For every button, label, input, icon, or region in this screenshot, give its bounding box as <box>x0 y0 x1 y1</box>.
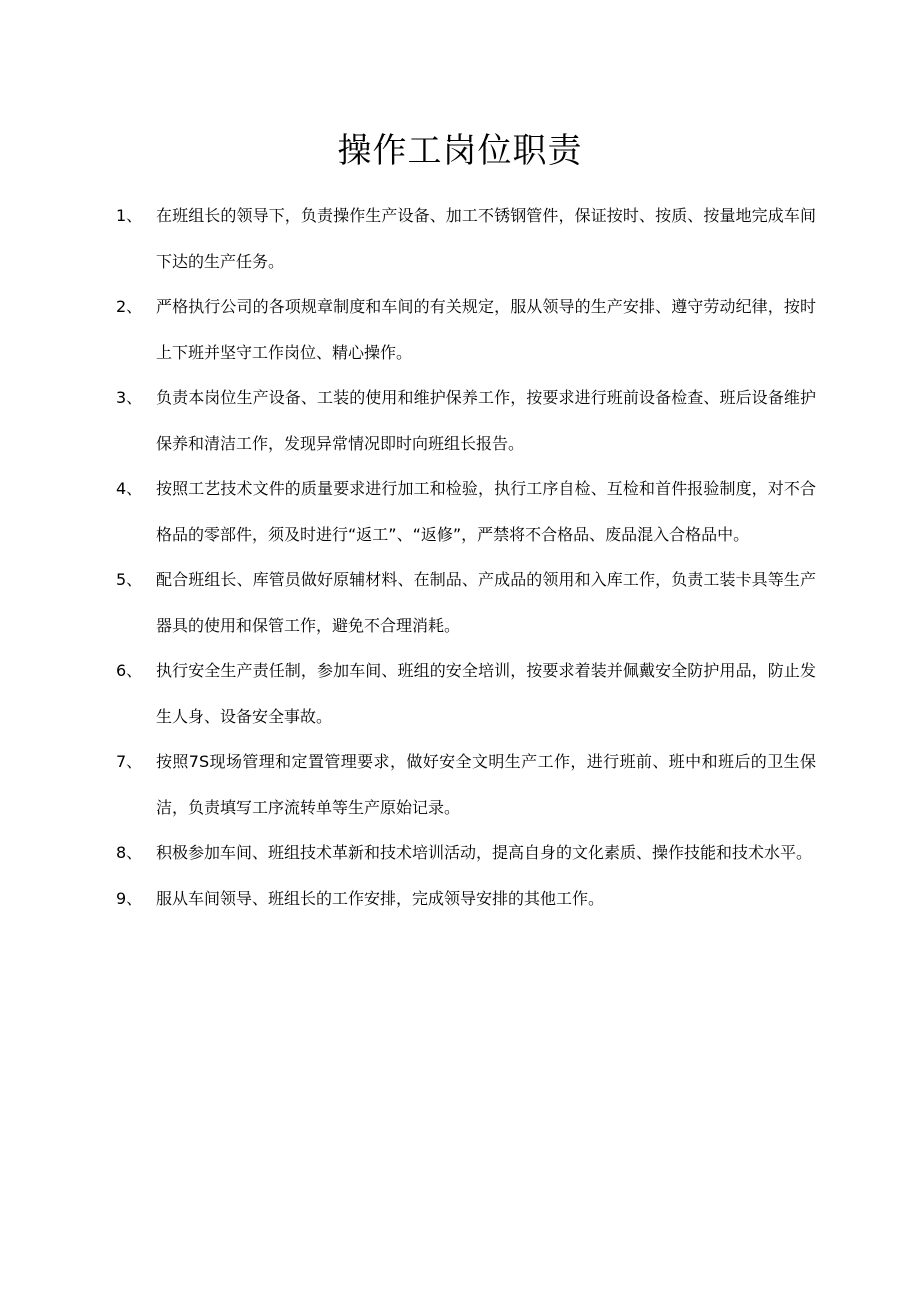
duty-number: 4、 <box>116 479 143 498</box>
duty-item-4 <box>116 466 816 557</box>
duty-text: 服从车间领导、班组长的工作安排，完成领导安排的其他工作。 <box>156 888 605 908</box>
duty-item-7 <box>116 739 816 830</box>
page-title: 操作工岗位职责 <box>337 131 583 171</box>
duty-item-9 <box>116 876 816 922</box>
duty-text: 负责本岗位生产设备、工装的使用和维护保养工作，按要求进行班前设备检查、班后设备维护保养和清洁工作，发现异常情况即时向班组长报告。 <box>156 388 816 453</box>
duty-item-3 <box>116 375 816 466</box>
duty-number: 3、 <box>116 388 143 407</box>
duty-number: 6、 <box>116 661 143 680</box>
duty-number: 9、 <box>116 888 143 908</box>
duty-text: 按照7S现场管理和定置管理要求，做好安全文明生产工作，进行班前、班中和班后的卫生保洁，负责填写工序流转单等生产原始记录。 <box>156 752 816 817</box>
duty-text: 按照工艺技术文件的质量要求进行加工和检验，执行工序自检、互检和首件报验制度，对不合格品的零部件，须及时进行“返工”、“返修”，严禁将不合格品、废品混入合格品中。 <box>156 479 816 544</box>
duty-text: 严格执行公司的各项规章制度和车间的有关规定，服从领导的生产安排、遵守劳动纪律，按时上下班并坚守工作岗位、精心操作。 <box>156 297 816 362</box>
duty-number: 2、 <box>116 297 143 316</box>
duty-text: 在班组长的领导下，负责操作生产设备、加工不锈钢管件，保证按时、按质、按量地完成车间下达的生产任务。 <box>156 206 816 271</box>
duty-item-5 <box>116 557 816 648</box>
duty-number: 1、 <box>116 206 143 225</box>
duty-number: 5、 <box>116 570 143 589</box>
duty-text: 配合班组长、库管员做好原辅材料、在制品、产成品的领用和入库工作，负责工装卡具等生产器具的使用和保管工作，避免不合理消耗。 <box>156 570 816 635</box>
duty-text: 执行安全生产责任制，参加车间、班组的安全培训，按要求着装并佩戴安全防护用品，防止发生人身、设备安全事故。 <box>156 661 816 726</box>
duty-item-2 <box>116 284 816 375</box>
duty-list <box>116 193 816 921</box>
duty-item-1 <box>116 193 816 284</box>
duty-item-6 <box>116 648 816 739</box>
duty-text: 积极参加车间、班组技术革新和技术培训活动，提高自身的文化素质、操作技能和技术水平。 <box>156 843 813 862</box>
duty-number: 8、 <box>116 843 143 862</box>
duty-item-8 <box>116 830 816 876</box>
duty-number: 7、 <box>116 752 143 771</box>
